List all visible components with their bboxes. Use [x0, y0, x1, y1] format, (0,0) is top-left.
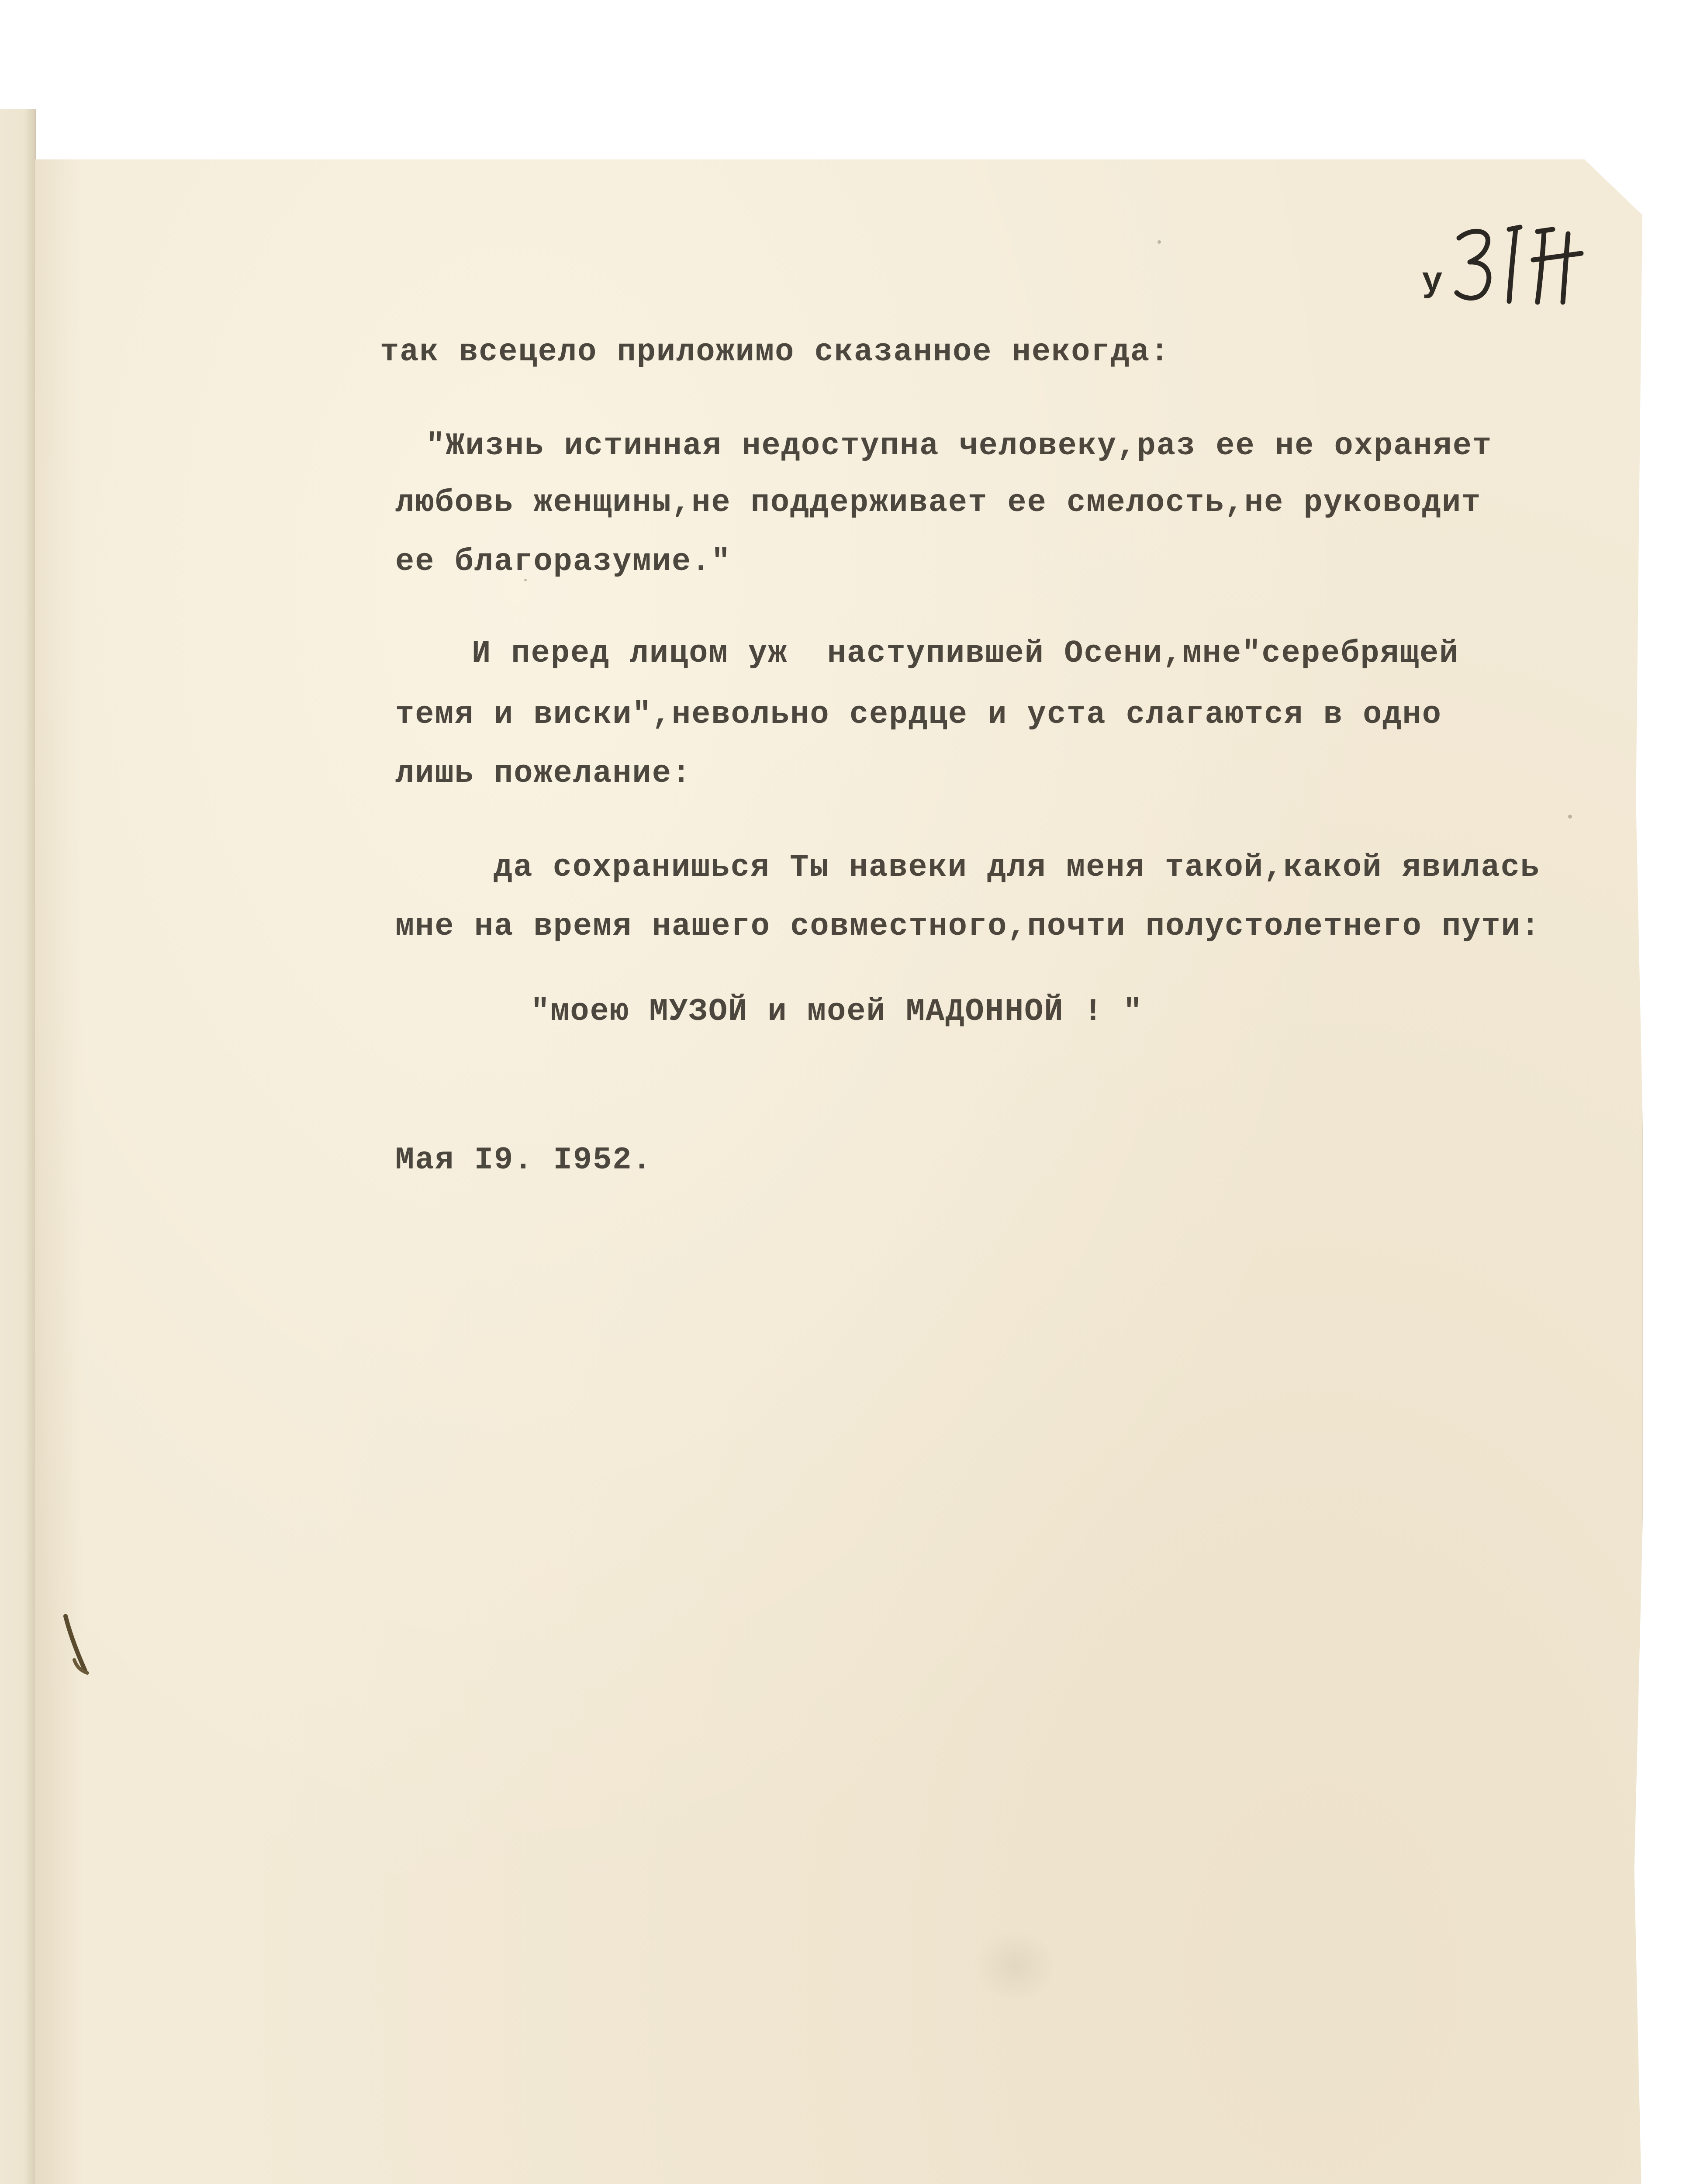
text-line-7: лишь пожелание:: [395, 756, 692, 791]
paper-speck: [1568, 815, 1572, 819]
text-line-10: "моею МУЗОЙ и моей МАДОННОЙ ! ": [531, 994, 1143, 1030]
pencil-mark: [57, 1612, 96, 1677]
text-line-5: И перед лицом уж наступившей Осени,мне"серебрящей: [472, 636, 1459, 671]
fingerprint-smudge: [974, 1928, 1057, 2003]
text-line-9: мне на время нашего совместного,почти полустолетнего пути:: [395, 909, 1541, 944]
folio-letter: у: [1422, 262, 1443, 302]
text-line-4: ее благоразумие.": [395, 544, 731, 580]
handwritten-folio-number: [1450, 218, 1594, 306]
date-line: Мая I9. I952.: [395, 1142, 652, 1178]
text-line-8: да сохранишься Ты навеки для меня такой,какой явилась: [494, 850, 1540, 885]
text-line-3: любовь женщины,не поддерживает ее смелость,не руководит: [395, 485, 1482, 521]
paper-speck: [1158, 240, 1161, 244]
text-line-6: темя и виски",невольно сердце и уста слагаются в одно: [395, 697, 1442, 733]
text-line-1: так всецело приложимо сказанное некогда:: [380, 334, 1170, 370]
text-line-2: "Жизнь истинная недоступна человеку,раз ее не охраняет: [426, 428, 1493, 464]
previous-page-edge: [0, 109, 36, 2184]
